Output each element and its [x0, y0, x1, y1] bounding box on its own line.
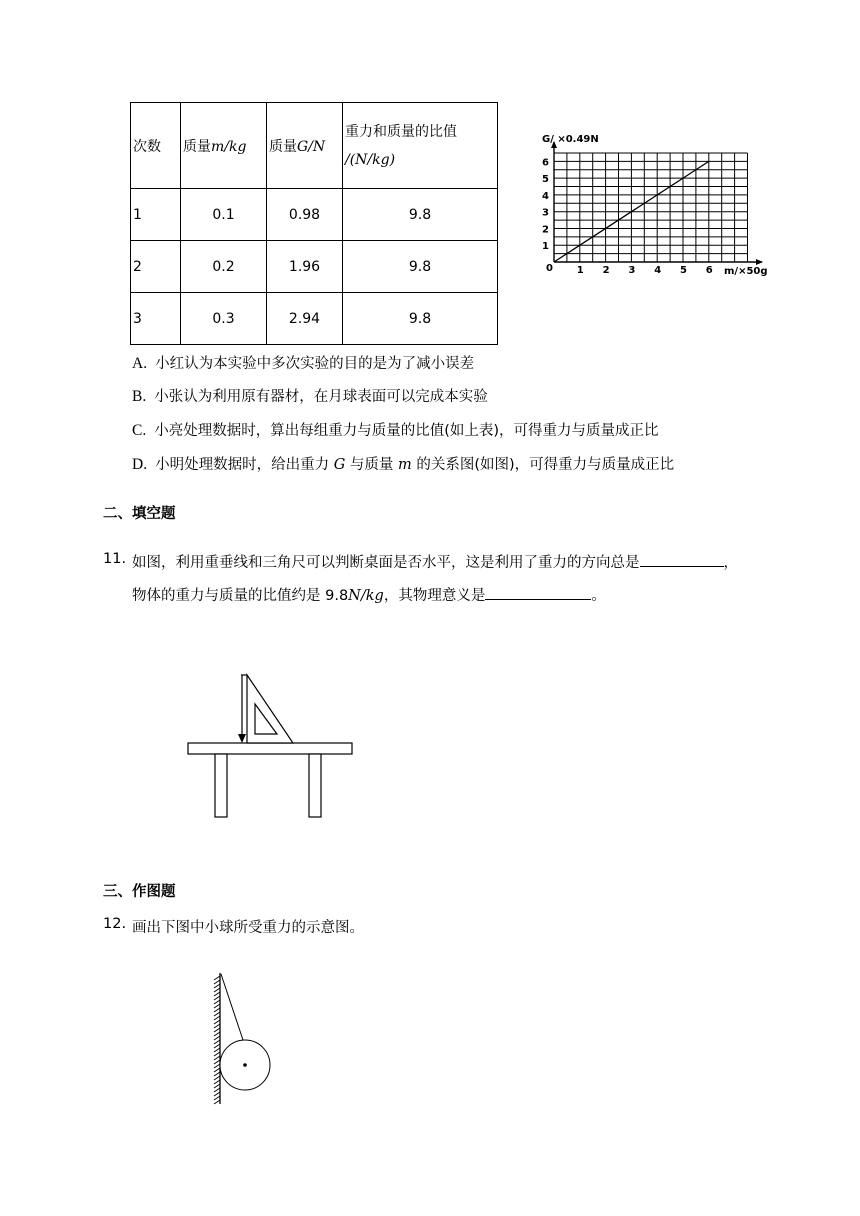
hatch-line: [214, 980, 220, 984]
x-axis-arrow: [756, 259, 763, 265]
ball-center-dot: [243, 1063, 247, 1067]
data-table: [130, 102, 498, 345]
wall-hatching: [214, 976, 220, 1104]
option-c: C. 小亮处理数据时，算出每组重力与质量的比值(如上表)，可得重力与质量成正比: [132, 422, 659, 439]
header-mass: 质量m/kg: [181, 103, 267, 189]
table-cell: 9.8: [343, 189, 498, 241]
section-heading-drawing: 三、作图题: [103, 884, 176, 900]
hatch-line: [214, 988, 220, 992]
hatch-line: [214, 1072, 220, 1076]
hatch-line: [214, 1024, 220, 1028]
x-tick-label: 3: [628, 265, 636, 276]
y-tick-label: 3: [542, 207, 549, 219]
hatch-line: [214, 1068, 220, 1072]
table-cell: 2.94: [267, 293, 343, 345]
question-11-line-2: 物体的重力与质量的比值约是 9.8N/kg，其物理意义是 。: [132, 588, 606, 604]
table-cell: 9.8: [343, 293, 498, 345]
header-ratio: 重力和质量的比值 /(N/kg): [343, 103, 498, 189]
hatch-line: [214, 976, 220, 980]
question-12-number: 12.: [103, 916, 127, 932]
hatch-line: [214, 1008, 220, 1012]
table-cell: 3: [131, 293, 181, 345]
desk-leg-right: [309, 754, 321, 817]
hatch-line: [214, 1028, 220, 1032]
weight-mass-graph: [530, 128, 780, 280]
question-11-number: 11.: [103, 551, 127, 567]
table-plumb-line-figure: [185, 670, 357, 820]
table-cell: 0.3: [181, 293, 267, 345]
hatch-line: [214, 1032, 220, 1036]
y-tick-label: 1: [542, 241, 549, 253]
table-cell: 2: [131, 241, 181, 293]
table-row: [131, 241, 498, 293]
answer-blank-2[interactable]: [485, 587, 591, 600]
hatch-line: [214, 1048, 220, 1052]
option-a: A. 小红认为本实验中多次实验的目的是为了减小误差: [132, 355, 475, 372]
table-cell: 1: [131, 189, 181, 241]
x-tick-label: 6: [705, 265, 713, 276]
y-tick-label: 5: [542, 174, 549, 186]
x-tick-label: 4: [654, 265, 662, 276]
hatch-line: [214, 1040, 220, 1044]
question-12-text: 画出下图中小球所受重力的示意图。: [132, 920, 364, 936]
y-tick-label: 2: [542, 224, 549, 236]
table-cell: 0.1: [181, 189, 267, 241]
table-cell: 9.8: [343, 241, 498, 293]
hatch-line: [214, 1044, 220, 1048]
table-row: [131, 189, 498, 241]
hatch-line: [214, 1056, 220, 1060]
plumb-bob-arrow: [238, 734, 246, 743]
hatch-line: [214, 1020, 220, 1024]
desk-top: [188, 743, 352, 754]
hatch-line: [214, 1084, 220, 1088]
hatch-line: [214, 1064, 220, 1068]
question-11-line-1: 如图，利用重垂线和三角尺可以判断桌面是否水平，这是利用了重力的方向总是 ，: [132, 555, 738, 571]
table-cell: 0.98: [267, 189, 343, 241]
hatch-line: [214, 992, 220, 996]
hatch-line: [214, 1000, 220, 1004]
origin-label: 0: [546, 263, 553, 274]
hatch-line: [214, 996, 220, 1000]
hatch-line: [214, 1096, 220, 1100]
y-axis-label: G/ ×0.49N: [542, 134, 599, 145]
header-weight: 质量G/N: [267, 103, 343, 189]
header-count: 次数: [131, 103, 181, 189]
table-cell: 1.96: [267, 241, 343, 293]
option-d: D. 小明处理数据时，给出重力 G 与质量 m 的关系图(如图)，可得重力与质量成正比: [132, 456, 675, 473]
option-b: B. 小张认为利用原有器材，在月球表面可以完成本实验: [132, 388, 488, 405]
section-heading-fill-blank: 二、填空题: [103, 506, 176, 522]
table-row: [131, 293, 498, 345]
table-cell: 0.2: [181, 241, 267, 293]
hatch-line: [214, 1012, 220, 1016]
hatch-line: [214, 1016, 220, 1020]
x-axis-label: m/×50g: [724, 266, 768, 277]
y-tick-label: 4: [542, 190, 549, 202]
hatch-line: [214, 1088, 220, 1092]
hatch-line: [214, 1080, 220, 1084]
hanging-ball-figure: [205, 968, 280, 1108]
hatch-line: [214, 1092, 220, 1096]
answer-blank-1[interactable]: [640, 554, 724, 567]
hatch-line: [214, 1060, 220, 1064]
hatch-line: [214, 984, 220, 988]
y-tick-label: 6: [542, 157, 549, 169]
x-tick-label: 1: [576, 265, 584, 276]
desk-leg-left: [215, 754, 227, 817]
hatch-line: [214, 1036, 220, 1040]
x-tick-label: 2: [602, 265, 610, 276]
x-tick-label: 5: [680, 265, 687, 276]
hatch-line: [214, 1052, 220, 1056]
graph-grid: [554, 153, 748, 262]
hatch-line: [214, 1100, 220, 1104]
hatch-line: [214, 1004, 220, 1008]
string: [221, 974, 243, 1040]
table-header-row: [131, 103, 498, 189]
hatch-line: [214, 1076, 220, 1080]
